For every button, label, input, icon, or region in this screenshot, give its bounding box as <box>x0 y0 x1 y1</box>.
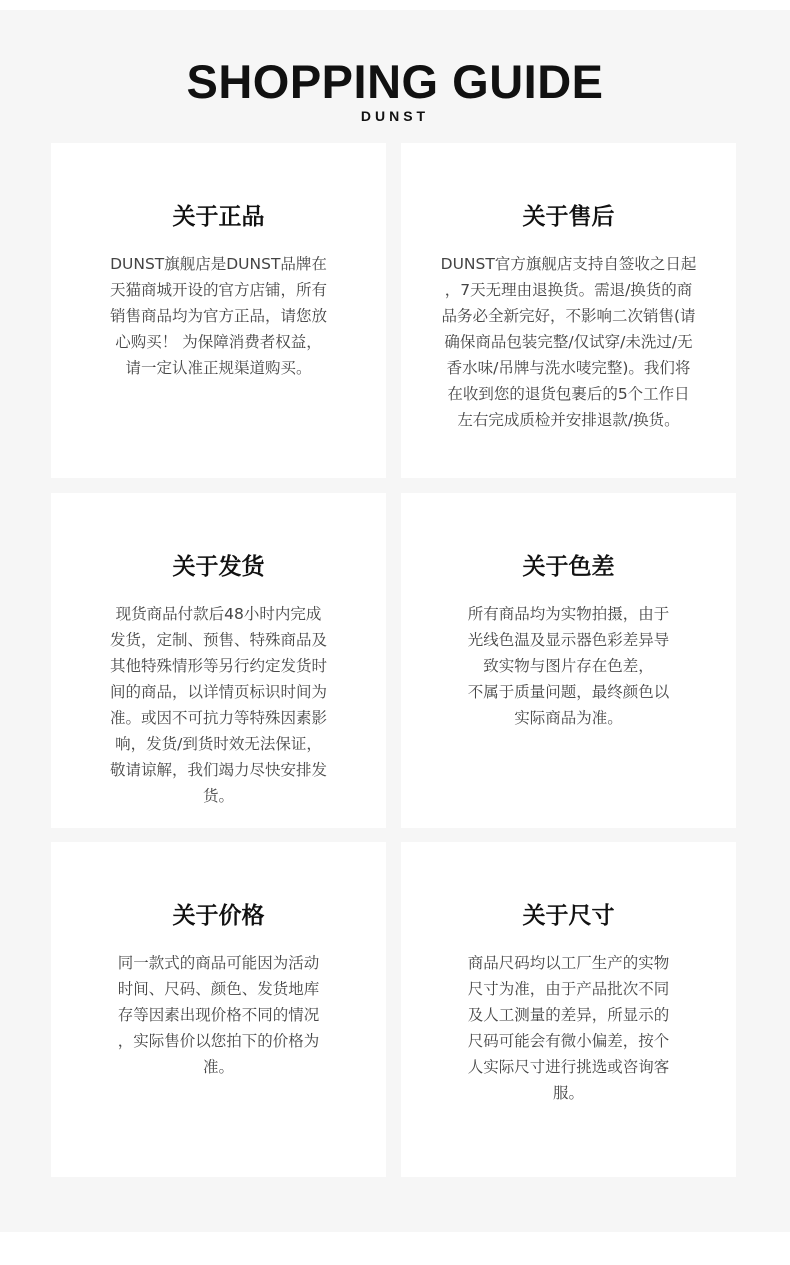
card-title: 关于色差 <box>522 554 615 580</box>
card-body: 商品尺码均以工厂生产的实物 尺寸为准，由于产品批次不同 及人工测量的差异，所显示的 尺码可能会有微小偏差，按个 人实际尺寸进行挑选或咨询客 服。 <box>467 954 670 1102</box>
card-price <box>51 842 386 1177</box>
card-title: 关于正品 <box>172 204 265 230</box>
card-title: 关于价格 <box>172 903 265 929</box>
brand-name: DUNST <box>360 108 430 124</box>
card-authentic <box>51 143 386 478</box>
card-body: DUNST旗舰店是DUNST品牌在 天猫商城开设的官方店铺，所有 销售商品均为官方正品，请您放 心购买！ 为保障消费者权益， 请一定认准正规渠道购买。 <box>109 255 327 377</box>
card-body: DUNST官方旗舰店支持自签收之日起 ，7天无理由退换货。需退/换货的商 品务必全新完好，不影响二次销售(请 确保商品包装完整/仅试穿/未洗过/无 香水味/吊牌与洗水唛完整)。我们将 在收到您的退货包裹后的5个工作日 左右完成质检并安排退款/换货。 <box>440 255 697 429</box>
card-after-sales <box>401 143 736 478</box>
card-title: 关于售后 <box>522 204 615 230</box>
shopping-guide-panel <box>0 10 790 1232</box>
card-title: 关于尺寸 <box>522 903 615 929</box>
card-body: 同一款式的商品可能因为活动 时间、尺码、颜色、发货地库 存等因素出现价格不同的情况 ，实际售价以您拍下的价格为 准。 <box>117 954 320 1076</box>
card-shipping <box>51 493 386 828</box>
card-body: 现货商品付款后48小时内完成 发货，定制、预售、特殊商品及 其他特殊情形等另行约定发货时 间的商品，以详情页标识时间为 准。或因不可抗力等特殊因素影 响，发货/到货时效无法保证， 敬请谅解，我们竭力尽快安排发 货。 <box>109 605 327 805</box>
card-color-difference <box>401 493 736 828</box>
card-title: 关于发货 <box>172 554 265 580</box>
card-body: 所有商品均为实物拍摄，由于 光线色温及显示器色彩差异导 致实物与图片存在色差， 不属于质量问题，最终颜色以 实际商品为准。 <box>467 605 670 727</box>
card-size <box>401 842 736 1177</box>
page-title: SHOPPING GUIDE <box>186 55 604 108</box>
